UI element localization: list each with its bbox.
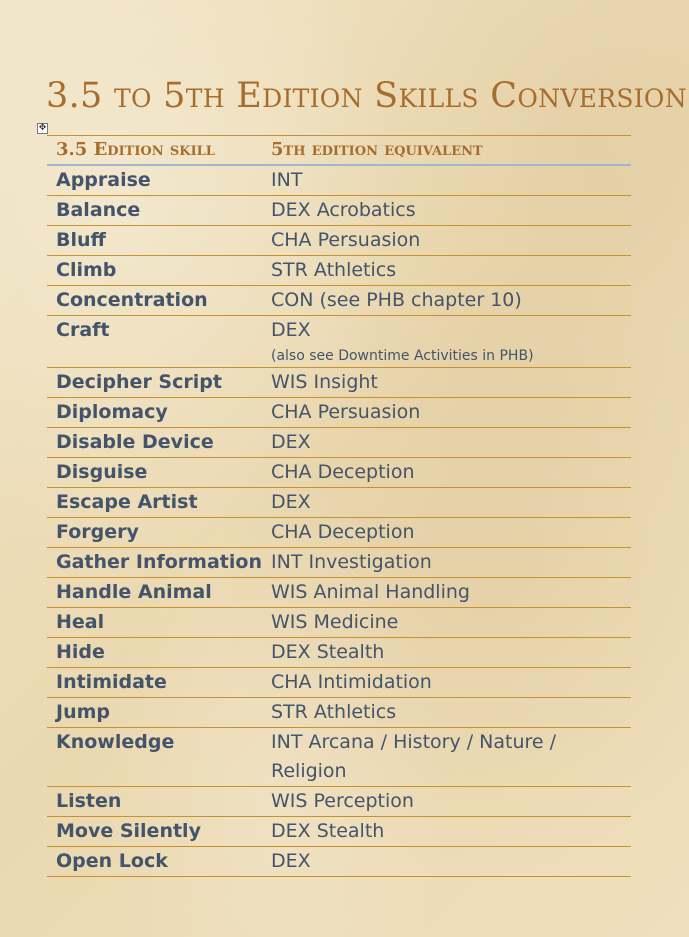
skill-name-cell: Gather Information xyxy=(47,548,262,578)
equivalent-text: DEX Stealth xyxy=(271,641,385,663)
equivalent-text: DEX Acrobatics xyxy=(271,199,416,221)
equivalent-text: WIS Insight xyxy=(271,371,378,393)
equivalent-text: DEX xyxy=(271,491,311,513)
equivalent-cell xyxy=(262,518,631,548)
table-header xyxy=(47,136,631,166)
equivalent-text: CHA Intimidation xyxy=(271,671,432,693)
skill-name-cell: Concentration xyxy=(47,286,262,316)
equivalent-text: DEX xyxy=(271,319,311,341)
equivalent-cell xyxy=(262,638,631,668)
table-row xyxy=(47,728,631,787)
table-row xyxy=(47,398,631,428)
equivalent-cell xyxy=(262,548,631,578)
skill-name-cell: Appraise xyxy=(47,165,262,196)
table-row xyxy=(47,368,631,398)
skill-name-cell: Open Lock xyxy=(47,847,262,877)
equivalent-cell xyxy=(262,698,631,728)
equivalent-cell xyxy=(262,458,631,488)
table-row xyxy=(47,698,631,728)
skill-name-cell: Jump xyxy=(47,698,262,728)
equivalent-cell xyxy=(262,398,631,428)
equivalent-text: CHA Deception xyxy=(271,461,415,483)
equivalent-cell xyxy=(262,316,631,368)
equivalent-text: CHA Persuasion xyxy=(271,401,421,423)
equivalent-text: INT Investigation xyxy=(271,551,432,573)
equivalent-text: WIS Animal Handling xyxy=(271,581,470,603)
skill-name-cell: Craft xyxy=(47,316,262,368)
table-row xyxy=(47,165,631,196)
table-row xyxy=(47,608,631,638)
equivalent-cell xyxy=(262,578,631,608)
equivalent-text: DEX Stealth xyxy=(271,820,385,842)
equivalent-note: (also see Downtime Activities in PHB) xyxy=(271,348,534,364)
skill-name-cell: Handle Animal xyxy=(47,578,262,608)
table-row xyxy=(47,847,631,877)
skills-table xyxy=(47,135,631,877)
skill-name-cell: Disable Device xyxy=(47,428,262,458)
table-row xyxy=(47,578,631,608)
skill-name-cell: Escape Artist xyxy=(47,488,262,518)
equivalent-text: WIS Perception xyxy=(271,790,414,812)
equivalent-cell xyxy=(262,608,631,638)
equivalent-text: DEX xyxy=(271,850,311,872)
table-row xyxy=(47,428,631,458)
skill-name-cell: Forgery xyxy=(47,518,262,548)
skill-name-cell: Heal xyxy=(47,608,262,638)
table-row xyxy=(47,458,631,488)
column-header-5e-equivalent: 5th edition equivalent xyxy=(262,136,631,166)
skill-name-cell: Intimidate xyxy=(47,668,262,698)
header-row xyxy=(47,136,631,166)
equivalent-cell xyxy=(262,488,631,518)
equivalent-cell xyxy=(262,428,631,458)
skill-name-cell: Decipher Script xyxy=(47,368,262,398)
equivalent-text: CON (see PHB chapter 10) xyxy=(271,289,522,311)
equivalent-text: INT xyxy=(271,169,303,191)
table-row xyxy=(47,817,631,847)
table-body xyxy=(47,165,631,877)
equivalent-text: STR Athletics xyxy=(271,259,397,281)
equivalent-cell xyxy=(262,728,631,787)
skill-name-cell: Diplomacy xyxy=(47,398,262,428)
equivalent-cell xyxy=(262,165,631,196)
table-row xyxy=(47,787,631,817)
table-row xyxy=(47,196,631,226)
equivalent-cell xyxy=(262,196,631,226)
equivalent-text: WIS Medicine xyxy=(271,611,399,633)
page-title: 3.5 to 5th Edition Skills Conversion xyxy=(46,76,687,116)
skill-name-cell: Climb xyxy=(47,256,262,286)
skill-name-cell: Listen xyxy=(47,787,262,817)
table-row xyxy=(47,668,631,698)
table-row xyxy=(47,518,631,548)
table-row xyxy=(47,226,631,256)
move-icon[interactable]: ✥ xyxy=(38,123,47,133)
equivalent-text: CHA Persuasion xyxy=(271,229,421,251)
equivalent-text: CHA Deception xyxy=(271,521,415,543)
equivalent-cell xyxy=(262,286,631,316)
table-row xyxy=(47,316,631,368)
skill-name-cell: Balance xyxy=(47,196,262,226)
skill-name-cell: Bluff xyxy=(47,226,262,256)
equivalent-cell xyxy=(262,847,631,877)
skill-name-cell: Disguise xyxy=(47,458,262,488)
equivalent-cell xyxy=(262,817,631,847)
column-header-35-skill: 3.5 Edition skill xyxy=(47,136,262,166)
equivalent-cell xyxy=(262,256,631,286)
table-row xyxy=(47,638,631,668)
table-row xyxy=(47,548,631,578)
table-row xyxy=(47,286,631,316)
skill-name-cell: Move Silently xyxy=(47,817,262,847)
equivalent-cell xyxy=(262,226,631,256)
equivalent-cell xyxy=(262,668,631,698)
table-row xyxy=(47,488,631,518)
equivalent-cell xyxy=(262,787,631,817)
equivalent-text: INT Arcana / History / Nature / Religion xyxy=(271,731,557,782)
equivalent-cell xyxy=(262,368,631,398)
table-row xyxy=(47,256,631,286)
equivalent-text: DEX xyxy=(271,431,311,453)
skill-name-cell: Hide xyxy=(47,638,262,668)
equivalent-text: STR Athletics xyxy=(271,701,397,723)
skill-name-cell: Knowledge xyxy=(47,728,262,787)
